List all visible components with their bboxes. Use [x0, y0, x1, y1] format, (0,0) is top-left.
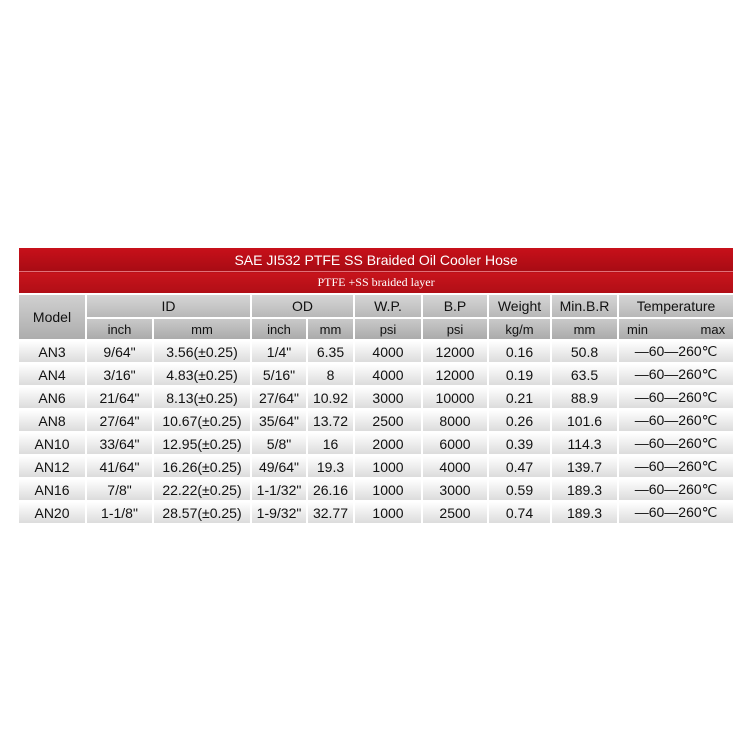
- cell-od-mm: 8: [307, 363, 354, 386]
- cell-temperature: —60—260℃: [618, 386, 733, 409]
- cell-od-inch: 5/8": [251, 432, 307, 455]
- cell-weight: 0.39: [488, 432, 551, 455]
- cell-bp: 12000: [422, 340, 488, 363]
- cell-wp: 2000: [354, 432, 422, 455]
- cell-temperature: —60—260℃: [618, 501, 733, 523]
- unit-minbr: mm: [551, 318, 618, 340]
- cell-wp: 1000: [354, 478, 422, 501]
- cell-id-inch: 7/8": [86, 478, 153, 501]
- cell-bp: 6000: [422, 432, 488, 455]
- cell-id-mm: 10.67(±0.25): [153, 409, 251, 432]
- cell-bp: 8000: [422, 409, 488, 432]
- header-wp: W.P.: [354, 294, 422, 318]
- header-group-row: [19, 294, 733, 318]
- cell-temperature: —60—260℃: [618, 340, 733, 363]
- table-row: [19, 340, 733, 363]
- cell-temperature: —60—260℃: [618, 432, 733, 455]
- cell-model: AN8: [19, 409, 86, 432]
- cell-id-mm: 3.56(±0.25): [153, 340, 251, 363]
- cell-id-mm: 12.95(±0.25): [153, 432, 251, 455]
- cell-bp: 2500: [422, 501, 488, 523]
- table-row: [19, 455, 733, 478]
- cell-id-inch: 1-1/8": [86, 501, 153, 523]
- cell-model: AN3: [19, 340, 86, 363]
- unit-id-inch: inch: [86, 318, 153, 340]
- cell-od-mm: 16: [307, 432, 354, 455]
- cell-id-inch: 21/64": [86, 386, 153, 409]
- cell-od-inch: 49/64": [251, 455, 307, 478]
- cell-id-mm: 28.57(±0.25): [153, 501, 251, 523]
- cell-minbr: 189.3: [551, 501, 618, 523]
- cell-wp: 4000: [354, 340, 422, 363]
- cell-minbr: 101.6: [551, 409, 618, 432]
- cell-minbr: 114.3: [551, 432, 618, 455]
- header-weight: Weight: [488, 294, 551, 318]
- cell-od-inch: 1/4": [251, 340, 307, 363]
- cell-wp: 1000: [354, 455, 422, 478]
- table-row: [19, 363, 733, 386]
- unit-temp-min: min: [627, 321, 648, 337]
- cell-id-mm: 16.26(±0.25): [153, 455, 251, 478]
- cell-wp: 3000: [354, 386, 422, 409]
- cell-wp: 4000: [354, 363, 422, 386]
- header-unit-row: [19, 318, 733, 340]
- cell-weight: 0.26: [488, 409, 551, 432]
- table-row: [19, 386, 733, 409]
- table-row: [19, 501, 733, 523]
- cell-minbr: 88.9: [551, 386, 618, 409]
- table-row: [19, 409, 733, 432]
- cell-od-mm: 19.3: [307, 455, 354, 478]
- cell-model: AN16: [19, 478, 86, 501]
- cell-model: AN10: [19, 432, 86, 455]
- header-model: Model: [19, 294, 86, 340]
- header-minbr: Min.B.R: [551, 294, 618, 318]
- cell-id-inch: 41/64": [86, 455, 153, 478]
- cell-od-mm: 32.77: [307, 501, 354, 523]
- cell-id-inch: 33/64": [86, 432, 153, 455]
- cell-weight: 0.16: [488, 340, 551, 363]
- table-title-row: [19, 248, 733, 272]
- cell-weight: 0.19: [488, 363, 551, 386]
- spec-table-container: [19, 248, 733, 523]
- cell-od-inch: 27/64": [251, 386, 307, 409]
- cell-model: AN20: [19, 501, 86, 523]
- table-body: [19, 340, 733, 523]
- cell-wp: 1000: [354, 501, 422, 523]
- cell-bp: 10000: [422, 386, 488, 409]
- unit-wp: psi: [354, 318, 422, 340]
- cell-od-mm: 6.35: [307, 340, 354, 363]
- cell-minbr: 63.5: [551, 363, 618, 386]
- table-subtitle-row: [19, 272, 733, 295]
- cell-bp: 3000: [422, 478, 488, 501]
- cell-model: AN4: [19, 363, 86, 386]
- cell-od-mm: 13.72: [307, 409, 354, 432]
- unit-temperature: [618, 318, 733, 340]
- cell-od-inch: 1-9/32": [251, 501, 307, 523]
- unit-id-mm: mm: [153, 318, 251, 340]
- cell-id-inch: 3/16": [86, 363, 153, 386]
- cell-model: AN12: [19, 455, 86, 478]
- header-id: ID: [86, 294, 251, 318]
- cell-od-mm: 26.16: [307, 478, 354, 501]
- cell-id-mm: 4.83(±0.25): [153, 363, 251, 386]
- cell-od-inch: 35/64": [251, 409, 307, 432]
- hose-spec-table: [19, 248, 733, 523]
- cell-id-inch: 27/64": [86, 409, 153, 432]
- cell-minbr: 139.7: [551, 455, 618, 478]
- cell-id-mm: 22.22(±0.25): [153, 478, 251, 501]
- unit-weight: kg/m: [488, 318, 551, 340]
- unit-od-mm: mm: [307, 318, 354, 340]
- cell-weight: 0.47: [488, 455, 551, 478]
- cell-od-inch: 5/16": [251, 363, 307, 386]
- table-title: SAE JI532 PTFE SS Braided Oil Cooler Hose: [19, 248, 733, 272]
- cell-bp: 12000: [422, 363, 488, 386]
- cell-minbr: 189.3: [551, 478, 618, 501]
- cell-temperature: —60—260℃: [618, 363, 733, 386]
- cell-bp: 4000: [422, 455, 488, 478]
- cell-temperature: —60—260℃: [618, 455, 733, 478]
- cell-temperature: —60—260℃: [618, 478, 733, 501]
- cell-model: AN6: [19, 386, 86, 409]
- cell-wp: 2500: [354, 409, 422, 432]
- header-od: OD: [251, 294, 354, 318]
- cell-id-mm: 8.13(±0.25): [153, 386, 251, 409]
- table-row: [19, 432, 733, 455]
- table-subtitle: PTFE +SS braided layer: [19, 272, 733, 295]
- cell-od-mm: 10.92: [307, 386, 354, 409]
- cell-id-inch: 9/64": [86, 340, 153, 363]
- header-bp: B.P: [422, 294, 488, 318]
- header-temperature: Temperature: [618, 294, 733, 318]
- cell-od-inch: 1-1/32": [251, 478, 307, 501]
- unit-temp-max: max: [700, 321, 726, 337]
- unit-od-inch: inch: [251, 318, 307, 340]
- unit-bp: psi: [422, 318, 488, 340]
- cell-weight: 0.74: [488, 501, 551, 523]
- table-row: [19, 478, 733, 501]
- cell-weight: 0.21: [488, 386, 551, 409]
- cell-temperature: —60—260℃: [618, 409, 733, 432]
- cell-weight: 0.59: [488, 478, 551, 501]
- cell-minbr: 50.8: [551, 340, 618, 363]
